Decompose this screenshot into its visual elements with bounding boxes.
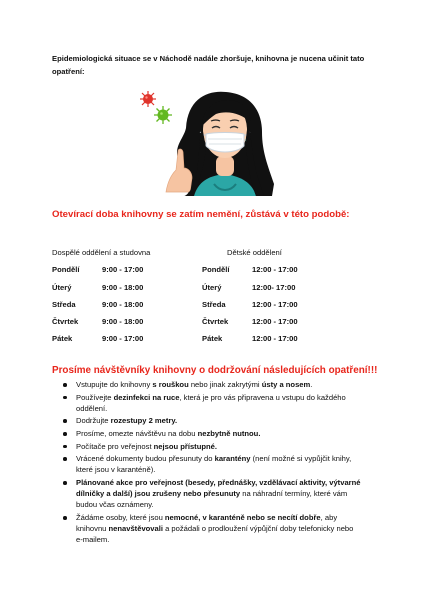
rule-item	[62, 392, 362, 414]
children-section-title: Dětské oddělení	[227, 248, 282, 257]
rule-item	[62, 415, 362, 426]
rule-text: nebo jinak zakrytými	[188, 380, 262, 389]
children-day: Úterý	[202, 283, 222, 292]
red-virus-icon	[140, 91, 156, 107]
rule-text: s rouškou	[152, 380, 189, 389]
rule-text: Vrácené dokumenty budou přesunuty do	[76, 454, 215, 464]
rule-item	[62, 428, 362, 439]
rule-text: ústy a nosem	[261, 380, 311, 389]
rule-text: a požádali o prodloužení výpůjční doby telefonicky nebo e-mailem.	[76, 524, 354, 545]
adult-day: Pondělí	[52, 265, 80, 274]
rule-item	[62, 477, 362, 511]
intro-text: Epidemiologická situace se v Náchodě nadále zhoršuje, knihovna je nucena učinit tato opatření:	[52, 54, 365, 76]
adult-time: 9:00 - 17:00	[102, 334, 144, 343]
rule-text: dezinfekci na ruce	[113, 392, 180, 402]
children-day: Čtvrtek	[202, 317, 229, 326]
rule-text: Dodržujte	[76, 416, 111, 426]
children-time: 12:00 - 17:00	[252, 334, 298, 343]
children-time: 12:00 - 17:00	[252, 300, 298, 309]
rule-text: (není možné si vypůjčit knihy, které jsou v karanténě).	[76, 454, 352, 475]
rule-text: Žádáme osoby, které jsou	[76, 512, 165, 522]
adult-day: Pátek	[52, 334, 73, 343]
rule-text: na náhradní termíny, které vám budou včas oznámeny.	[76, 489, 348, 510]
adult-time: 9:00 - 18:00	[102, 283, 144, 292]
rule-text: , která je pro vás připravena u vstupu do každého oddělení.	[76, 392, 346, 413]
rule-text: , aby knihovnu	[76, 512, 338, 534]
rule-text: karantény	[214, 454, 251, 464]
children-time: 12:00 - 17:00	[252, 265, 298, 274]
rule-item	[62, 441, 362, 452]
adult-time: 9:00 - 18:00	[102, 317, 144, 326]
rule-text: Počítače pro veřejnost	[76, 441, 154, 451]
masked-woman-illustration	[128, 88, 278, 196]
rule-text: nemocné, v karanténě nebo se necítí dobře	[164, 512, 321, 522]
children-day: Pátek	[202, 334, 223, 343]
children-day: Pondělí	[202, 265, 230, 274]
adult-day: Středa	[52, 300, 76, 309]
adult-day: Čtvrtek	[52, 317, 79, 326]
adult-day: Úterý	[52, 283, 72, 292]
rule-text: nenavštěvovali	[108, 524, 163, 534]
rule-text: nezbytně nutnou.	[197, 428, 261, 438]
adult-time: 9:00 - 18:00	[102, 300, 144, 309]
children-time: 12:00- 17:00	[252, 283, 296, 292]
rule-text: Prosíme, omezte návštěvu na dobu	[76, 428, 198, 438]
face-mask	[206, 133, 244, 153]
rule-text: nejsou přístupné.	[153, 441, 217, 451]
adult-section-title: Dospělé oddělení a studovna	[52, 248, 151, 257]
adult-time: 9:00 - 17:00	[102, 265, 144, 274]
rule-text: .	[310, 380, 313, 389]
rule-text: Plánované akce pro veřejnost (besedy, přednášky, vzdělávací aktivity, výtvarné dílničky a další) jsou zrušeny nebo přesunuty	[76, 477, 361, 499]
rules-list	[62, 379, 362, 547]
rule-text: rozestupy 2 metry.	[110, 416, 178, 426]
rule-text: Používejte	[76, 392, 114, 402]
rule-text: Vstupujte do knihovny	[76, 380, 153, 389]
rules-heading: Prosíme návštěvníky knihovny o dodržování následujících opatření!!!	[52, 365, 378, 376]
opening-hours-heading: Otevírací doba knihovny se zatím nemění, zůstává v této podobě:	[52, 209, 350, 220]
rule-item	[62, 453, 362, 475]
rule-item	[62, 379, 362, 390]
children-day: Středa	[202, 300, 226, 309]
green-virus-icon	[154, 106, 172, 124]
children-time: 12:00 - 17:00	[252, 317, 298, 326]
rule-item	[62, 512, 362, 546]
